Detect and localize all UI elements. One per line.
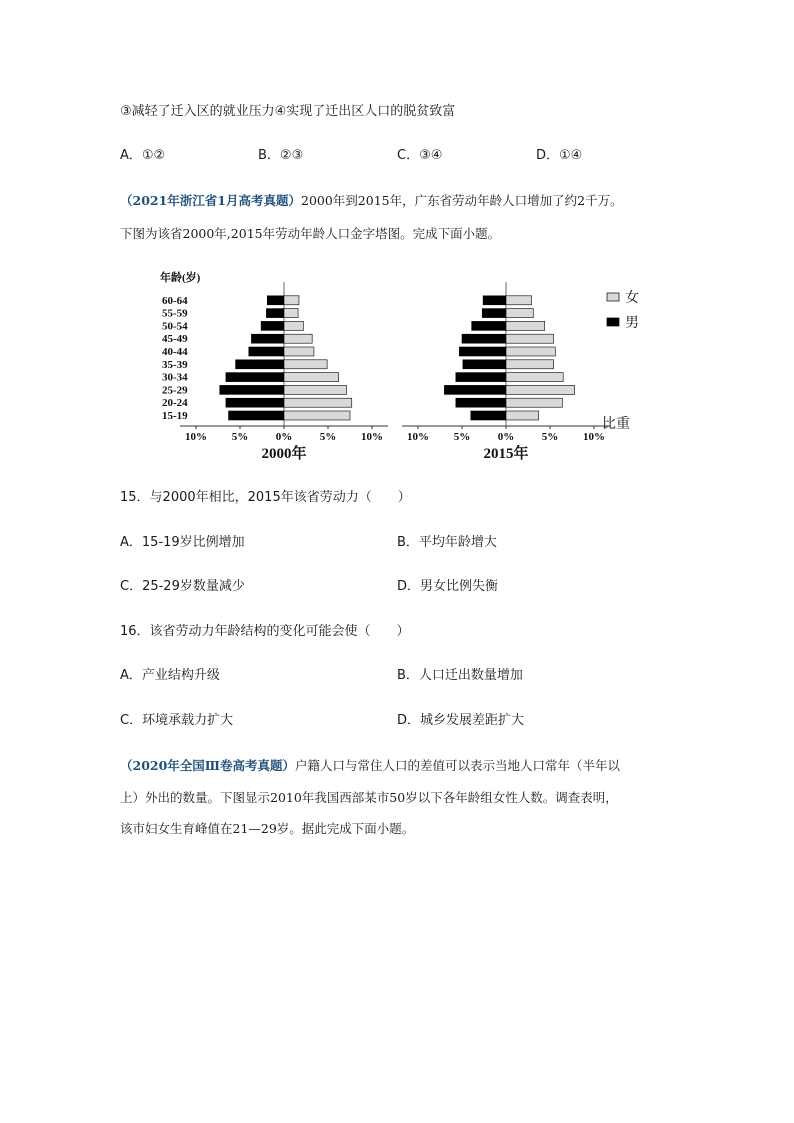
age-tick-label: 55-59 (162, 307, 188, 320)
population-pyramid-chart (150, 268, 640, 463)
female-bar (284, 411, 350, 420)
male-bar (236, 360, 284, 369)
female-bar (506, 296, 532, 305)
legend-male-label: 男 (625, 315, 639, 331)
female-bar (284, 309, 298, 318)
x-tick-label: 10% (185, 431, 207, 443)
q14-stem-tail: ③减轻了迁入区的就业压力④实现了迁出区人口的脱贫致富 (120, 104, 456, 119)
age-tick-label: 40-44 (162, 346, 188, 358)
age-tick-label: 35-39 (162, 358, 188, 371)
male-bar (444, 385, 506, 394)
x-tick-label: 0% (497, 431, 515, 443)
x-tick-label: 0% (275, 431, 293, 443)
female-bar (506, 321, 545, 330)
q15-stem: 15．与2000年相比，2015年该省劳动力（ ） (120, 490, 411, 505)
intro1-source: （2021年浙江省1月高考真题） (120, 193, 301, 208)
female-bar (506, 309, 533, 318)
male-bar (267, 296, 284, 305)
q15-option-c[interactable]: C．25-29岁数量减少 (120, 579, 245, 594)
intro2-line3: 该市妇女生育峰值在21—29岁。据此完成下面小题。 (120, 821, 415, 836)
x-tick-label: 10% (407, 431, 429, 443)
q16-option-d[interactable]: D．城乡发展差距扩大 (397, 713, 525, 728)
female-bar (284, 360, 327, 369)
male-bar (456, 398, 506, 407)
intro1-line2: 下图为该省2000年,2015年劳动年龄人口金字塔图。完成下面小题。 (120, 226, 501, 241)
x-tick-label: 10% (583, 431, 605, 443)
female-bar (506, 360, 554, 369)
male-bar (483, 296, 506, 305)
female-bar (506, 385, 575, 394)
female-bar (284, 385, 346, 394)
panel-title: 2000年 (261, 446, 307, 462)
q16-option-c[interactable]: C．环境承载力扩大 (120, 713, 234, 728)
q14-option-d[interactable]: D．①④ (536, 148, 583, 163)
age-tick-label: 60-64 (162, 294, 188, 307)
female-bar (284, 296, 299, 305)
female-bar (284, 334, 312, 343)
male-bar (471, 411, 506, 420)
male-bar (463, 360, 506, 369)
male-bar (249, 347, 284, 356)
q16-option-a[interactable]: A．产业结构升级 (120, 668, 220, 683)
x-tick-label: 10% (361, 431, 383, 443)
male-bar (226, 373, 284, 382)
age-tick-label: 30-34 (162, 371, 188, 384)
age-tick-label: 45-49 (162, 333, 188, 346)
male-bar (456, 373, 506, 382)
legend-male-swatch (607, 318, 619, 326)
female-bar (506, 334, 554, 343)
x-tick-label: 5% (231, 431, 249, 443)
female-bar (284, 373, 339, 382)
female-bar (506, 347, 555, 356)
age-tick-label: 15-19 (162, 410, 188, 422)
male-bar (251, 334, 284, 343)
male-bar (220, 385, 284, 394)
age-tick-label: 25-29 (162, 384, 188, 397)
female-bar (284, 398, 352, 407)
female-bar (506, 411, 539, 420)
male-bar (482, 309, 506, 318)
q15-option-b[interactable]: B．平均年龄增大 (397, 535, 497, 550)
male-bar (229, 411, 284, 420)
x-axis-label: 比重 (602, 416, 630, 432)
q14-option-c[interactable]: C．③④ (397, 148, 443, 163)
q15-option-d[interactable]: D．男女比例失衡 (397, 579, 499, 594)
legend-female-label: 女 (625, 290, 639, 306)
x-tick-label: 5% (541, 431, 559, 443)
male-bar (472, 321, 506, 330)
x-tick-label: 5% (453, 431, 471, 443)
y-axis-label: 年龄(岁) (160, 272, 201, 284)
intro1-line1: （2021年浙江省1月高考真题）2000年到2015年，广东省劳动年龄人口增加了约2千万。 (120, 193, 623, 208)
male-bar (261, 321, 284, 330)
female-bar (284, 347, 314, 356)
male-bar (462, 334, 506, 343)
intro2-line1: （2020年全国Ⅲ卷高考真题）户籍人口与常住人口的差值可以表示当地人口常年（半年以 (120, 758, 621, 773)
q15-option-a[interactable]: A．15-19岁比例增加 (120, 535, 245, 550)
legend-female-swatch (607, 293, 619, 301)
female-bar (506, 373, 563, 382)
age-tick-label: 20-24 (162, 397, 188, 410)
intro2-line2: 上）外出的数量。下图显示2010年我国西部某市50岁以下各年龄组女性人数。调查表明， (120, 790, 618, 805)
panel-title: 2015年 (483, 446, 529, 462)
male-bar (266, 309, 284, 318)
q16-option-b[interactable]: B．人口迁出数量增加 (397, 668, 523, 683)
male-bar (226, 398, 284, 407)
intro2-source: （2020年全国Ⅲ卷高考真题） (120, 758, 296, 773)
age-tick-label: 50-54 (162, 320, 188, 333)
q14-option-b[interactable]: B．②③ (258, 148, 304, 163)
q14-option-a[interactable]: A．①② (120, 148, 166, 163)
male-bar (459, 347, 506, 356)
female-bar (506, 398, 562, 407)
female-bar (284, 321, 303, 330)
q16-stem: 16．该省劳动力年龄结构的变化可能会使（ ） (120, 624, 410, 639)
x-tick-label: 5% (319, 431, 337, 443)
